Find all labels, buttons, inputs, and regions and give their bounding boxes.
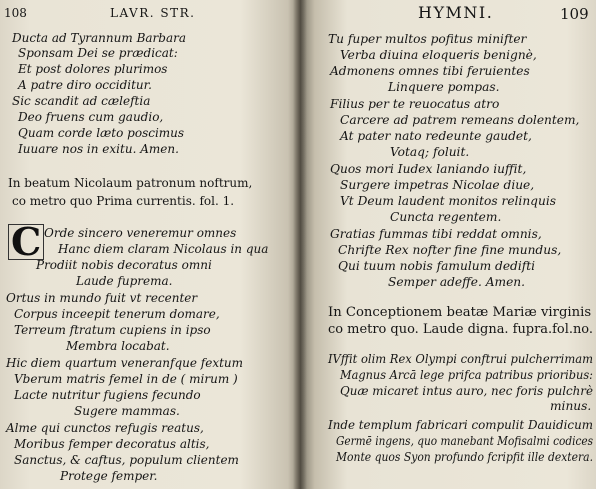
verse-line: Sugere mammas. xyxy=(74,404,180,418)
book-gutter xyxy=(293,0,307,489)
verse-line: At pater nato redeunte gaudet, xyxy=(340,129,532,143)
verse-line: IVffit olim Rex Olympi conftrui pulcherrimam xyxy=(328,352,593,366)
verse-line: Chrifte Rex nofter fine fine mundus, xyxy=(338,243,562,257)
verse-line: A patre diro occiditur. xyxy=(18,78,152,92)
page-number-left: 108 xyxy=(4,6,27,20)
verse-line: Monte quos Syon profundo fcripfit ille dextera. xyxy=(336,450,593,464)
verse-line: Verba diuina eloqueris benignè, xyxy=(340,48,537,62)
verse-line: Sanctus, & caftus, populum clientem xyxy=(14,453,239,467)
verse-line: Hic diem quartum veneranfque fextum xyxy=(6,356,244,370)
hymn-heading: In Conceptionem beatæ Mariæ virginis xyxy=(328,305,592,320)
verse-line: Gratias fummas tibi reddat omnis, xyxy=(330,227,542,241)
verse-line: Orde sincero veneremur omnes xyxy=(44,226,237,240)
verse-line: Qui tuum nobis famulum dedifti xyxy=(338,259,536,273)
verse-line: Quæ micaret intus auro, nec foris pulchrè xyxy=(340,384,593,398)
verse-line: Magnus Arcā lege prifca patribus prioribus: xyxy=(340,368,593,382)
verse-line: Prodiit nobis decoratus omni xyxy=(36,258,212,272)
hymn-heading: co metro quo. Laude digna. fupra.fol.no. xyxy=(328,322,593,337)
verse-line: Quam corde læto poscimus xyxy=(18,126,185,140)
verse-line: Et post dolores plurimos xyxy=(18,62,168,76)
verse-line: Lacte nutritur fugiens fecundo xyxy=(14,388,201,402)
page-number-right: 109 xyxy=(560,5,589,23)
verse-line: Vberum matris femel in de ( mirum ) xyxy=(14,372,238,386)
verse-line: Surgere impetras Nicolae diue, xyxy=(340,178,535,192)
verse-line: Carcere ad patrem remeans dolentem, xyxy=(340,113,580,127)
running-head-left: LAVR. STR. xyxy=(110,6,196,20)
verse-line: Germē ingens, quo manebant Mofisalmi codices xyxy=(336,434,593,448)
verse-line: Cuncta regentem. xyxy=(390,210,502,224)
verse-line: Semper adeffe. Amen. xyxy=(388,275,526,289)
verse-line: Admonens omnes tibi feruientes xyxy=(330,64,530,78)
verse-line: Corpus inceepit tenerum domare, xyxy=(14,307,220,321)
verse-line: Laude fuprema. xyxy=(76,274,173,288)
hymn-heading: In beatum Nicolaum patronum noftrum, xyxy=(8,176,253,190)
right-page xyxy=(300,0,596,489)
verse-line: Hanc diem claram Nicolaus in qua xyxy=(58,242,269,256)
verse-line: Votaq; foluit. xyxy=(390,145,470,159)
verse-line: Iuuare nos in exitu. Amen. xyxy=(18,142,179,156)
verse-line: Sic scandit ad cæleftia xyxy=(12,94,151,108)
verse-line: Vt Deum laudent monitos relinquis xyxy=(340,194,556,208)
verse-line: Filius per te reuocatus atro xyxy=(330,97,500,111)
verse-line: Ducta ad Tyrannum Barbara xyxy=(12,31,186,45)
verse-line: Ortus in mundo fuit vt recenter xyxy=(6,291,198,305)
verse-line: minus. xyxy=(550,399,592,413)
running-head-right: HYMNI. xyxy=(418,3,494,22)
verse-line: Inde templum fabricari compulit Dauidicum xyxy=(328,418,593,432)
hymn-heading: co metro quo Prima currentis. fol. 1. xyxy=(12,194,235,208)
verse-line: Moribus femper decoratus altis, xyxy=(14,437,210,451)
verse-line: Sponsam Dei se prædicat: xyxy=(18,46,178,60)
verse-line: Protege femper. xyxy=(60,469,158,483)
verse-line: Linquere pompas. xyxy=(388,80,500,94)
verse-line: Deo fruens cum gaudio, xyxy=(18,110,164,124)
verse-line: Quos mori Iudex laniando iuffit, xyxy=(330,162,527,176)
drop-capital: C xyxy=(8,224,44,260)
verse-line: Terreum ftratum cupiens in ipso xyxy=(14,323,211,337)
verse-line: Membra locabat. xyxy=(66,339,170,353)
verse-line: Alme qui cunctos refugis reatus, xyxy=(6,421,204,435)
verse-line: Tu fuper multos pofitus minifter xyxy=(328,32,527,46)
